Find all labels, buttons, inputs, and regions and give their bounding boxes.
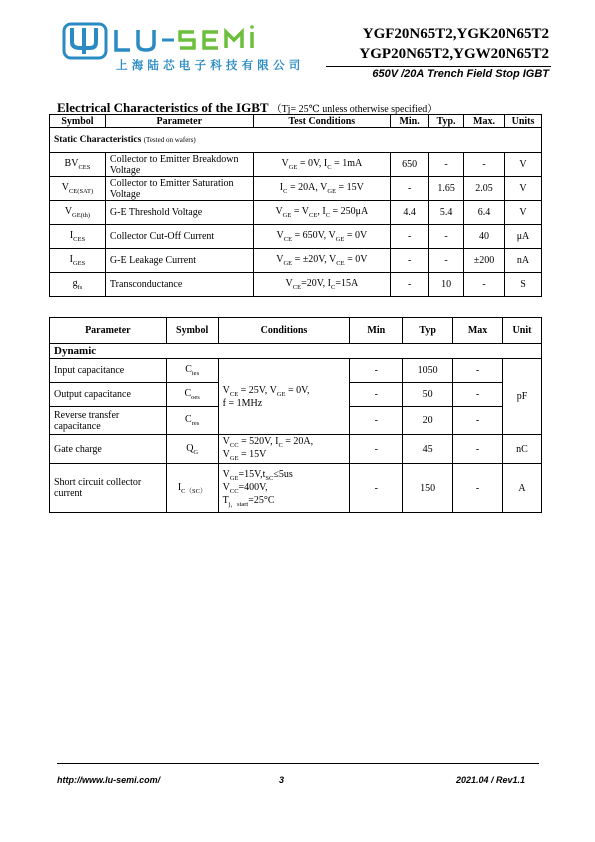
table2-header-5: Max bbox=[453, 318, 503, 344]
min-cell: - bbox=[350, 435, 403, 464]
table2-header-2: Conditions bbox=[218, 318, 350, 344]
footer-url[interactable]: http://www.lu-semi.com/ bbox=[57, 775, 161, 785]
footer-rule bbox=[57, 763, 539, 764]
page-number: 3 bbox=[279, 775, 285, 785]
max-cell: 40 bbox=[464, 225, 505, 249]
symbol-cell: $I_{C(SC)}$ bbox=[166, 464, 218, 513]
symbol-cell: $C_{res}$ bbox=[166, 407, 218, 435]
max-cell: - bbox=[464, 273, 505, 297]
table1-header-6: Units bbox=[504, 115, 541, 128]
table1-header-2: Test Conditions bbox=[253, 115, 391, 128]
parameter-cell: Reverse transfer capacitance bbox=[50, 407, 167, 435]
unit-cell: S bbox=[504, 273, 541, 297]
unit-cell: nC bbox=[503, 435, 542, 464]
max-cell: - bbox=[453, 435, 503, 464]
min-cell: - bbox=[391, 273, 429, 297]
table2-header-0: Parameter bbox=[50, 318, 167, 344]
parameter-cell: G-E Threshold Voltage bbox=[105, 201, 253, 225]
condition-cell: $V_{CE}=20V$, $I_C=15A$ bbox=[253, 273, 391, 297]
dynamic-subheader: Dynamic bbox=[50, 344, 542, 359]
symbol-cell: $I_{GES}$ bbox=[50, 249, 106, 273]
table2-header-6: Unit bbox=[503, 318, 542, 344]
parameter-cell: G-E Leakage Current bbox=[105, 249, 253, 273]
min-cell: 650 bbox=[391, 153, 429, 177]
table-row bbox=[50, 249, 542, 273]
static-subheader-text: Static Characteristics bbox=[54, 135, 142, 145]
table1-header-1: Parameter bbox=[105, 115, 253, 128]
table-row bbox=[50, 201, 542, 225]
table-row bbox=[50, 225, 542, 249]
table-row bbox=[50, 153, 542, 177]
max-cell: ±200 bbox=[464, 249, 505, 273]
typ-cell: 5.4 bbox=[429, 201, 464, 225]
section-title-text: Electrical Characteristics of the IGBT bbox=[57, 100, 269, 115]
revision-label: 2021.04 / Rev1.1 bbox=[455, 775, 525, 785]
max-cell: 6.4 bbox=[464, 201, 505, 225]
dynamic-characteristics-table bbox=[49, 317, 542, 513]
static-characteristics-table bbox=[49, 114, 542, 297]
max-cell: - bbox=[453, 407, 503, 435]
table1-header-3: Min. bbox=[391, 115, 429, 128]
typ-cell: 150 bbox=[403, 464, 453, 513]
section-condition: （Tj= 25℃ unless otherwise specified） bbox=[271, 104, 438, 115]
min-cell: - bbox=[350, 383, 403, 407]
unit-cell: V bbox=[504, 201, 541, 225]
table2-header-3: Min bbox=[350, 318, 403, 344]
table-row bbox=[50, 435, 542, 464]
min-cell: - bbox=[350, 407, 403, 435]
max-cell: - bbox=[453, 359, 503, 383]
part-numbers-line1: YGF20N65T2,YGK20N65T2 bbox=[362, 26, 549, 42]
table-row bbox=[50, 464, 542, 513]
typ-cell: 20 bbox=[403, 407, 453, 435]
min-cell: - bbox=[391, 249, 429, 273]
company-name-chinese: 上海陆芯电子科技有限公司 bbox=[116, 58, 305, 72]
typ-cell: 1050 bbox=[403, 359, 453, 383]
min-cell: - bbox=[391, 177, 429, 201]
table2-header-row bbox=[50, 318, 542, 344]
min-cell: - bbox=[350, 464, 403, 513]
symbol-cell: $C_{oes}$ bbox=[166, 383, 218, 407]
max-cell: 2.05 bbox=[464, 177, 505, 201]
condition-cell: $V_{CE} = 650V$, $V_{GE} = 0V$ bbox=[253, 225, 391, 249]
typ-cell: 1.65 bbox=[429, 177, 464, 201]
header-rule bbox=[326, 66, 551, 67]
table1-header-4: Typ. bbox=[429, 115, 464, 128]
typ-cell: 50 bbox=[403, 383, 453, 407]
parameter-cell: Input capacitance bbox=[50, 359, 167, 383]
parameter-cell: Collector Cut-Off Current bbox=[105, 225, 253, 249]
table-row bbox=[50, 273, 542, 297]
table1-header-0: Symbol bbox=[50, 115, 106, 128]
max-cell: - bbox=[453, 464, 503, 513]
product-subtitle: 650V /20A Trench Field Stop IGBT bbox=[372, 68, 549, 80]
part-numbers-line2: YGP20N65T2,YGW20N65T2 bbox=[359, 46, 549, 62]
condition-cell: $I_C = 20A$, $V_{GE} = 15V$ bbox=[253, 177, 391, 201]
typ-cell: - bbox=[429, 153, 464, 177]
condition-cell: $V_{GE}=15V,t_{SC}\le 5us$ $V_{CC}=400V$, $T_{j,start}=25^\circ C$ bbox=[218, 464, 350, 513]
unit-cell: V bbox=[504, 153, 541, 177]
condition-cell: $V_{GE} = V_{CE}$, $I_C = 250\mu A$ bbox=[253, 201, 391, 225]
table-row bbox=[50, 177, 542, 201]
unit-cell: pF bbox=[503, 359, 542, 435]
max-cell: - bbox=[464, 153, 505, 177]
unit-cell: nA bbox=[504, 249, 541, 273]
table2-header-4: Typ bbox=[403, 318, 453, 344]
symbol-cell: $I_{CES}$ bbox=[50, 225, 106, 249]
table1-header-row bbox=[50, 115, 542, 128]
symbol-cell: $C_{ies}$ bbox=[166, 359, 218, 383]
unit-cell: A bbox=[503, 464, 542, 513]
condition-cell: $V_{CC} = 520V$, $I_C = 20A$, $V_{GE} = 15V$ bbox=[218, 435, 350, 464]
typ-cell: - bbox=[429, 249, 464, 273]
parameter-cell: Output capacitance bbox=[50, 383, 167, 407]
unit-cell: V bbox=[504, 177, 541, 201]
parameter-cell: Transconductance bbox=[105, 273, 253, 297]
table-row bbox=[50, 359, 542, 383]
static-subheader bbox=[50, 128, 542, 153]
symbol-cell: $BV_{CES}$ bbox=[50, 153, 106, 177]
min-cell: - bbox=[350, 359, 403, 383]
condition-cell: $V_{CE} = 25V$, $V_{GE} = 0V$, f = 1MHz bbox=[218, 359, 350, 435]
symbol-cell: $V_{CE(SAT)}$ bbox=[50, 177, 106, 201]
condition-cell: $V_{GE} = 0V$, $I_C = 1mA$ bbox=[253, 153, 391, 177]
symbol-cell: $g_{fs}$ bbox=[50, 273, 106, 297]
typ-cell: 45 bbox=[403, 435, 453, 464]
parameter-cell: Short circuit collector current bbox=[50, 464, 167, 513]
symbol-cell: $V_{GE(th)}$ bbox=[50, 201, 106, 225]
min-cell: - bbox=[391, 225, 429, 249]
unit-cell: μA bbox=[504, 225, 541, 249]
min-cell: 4.4 bbox=[391, 201, 429, 225]
table1-header-5: Max. bbox=[464, 115, 505, 128]
typ-cell: 10 bbox=[429, 273, 464, 297]
static-subheader-note: (Tested on wafers) bbox=[143, 136, 196, 144]
condition-cell: $V_{GE} = \pm 20V$, $V_{CE} = 0V$ bbox=[253, 249, 391, 273]
symbol-cell: $Q_G$ bbox=[166, 435, 218, 464]
parameter-cell: Collector to Emitter Saturation Voltage bbox=[105, 177, 253, 201]
typ-cell: - bbox=[429, 225, 464, 249]
table2-header-1: Symbol bbox=[166, 318, 218, 344]
max-cell: - bbox=[453, 383, 503, 407]
parameter-cell: Collector to Emitter Breakdown Voltage bbox=[105, 153, 253, 177]
parameter-cell: Gate charge bbox=[50, 435, 167, 464]
